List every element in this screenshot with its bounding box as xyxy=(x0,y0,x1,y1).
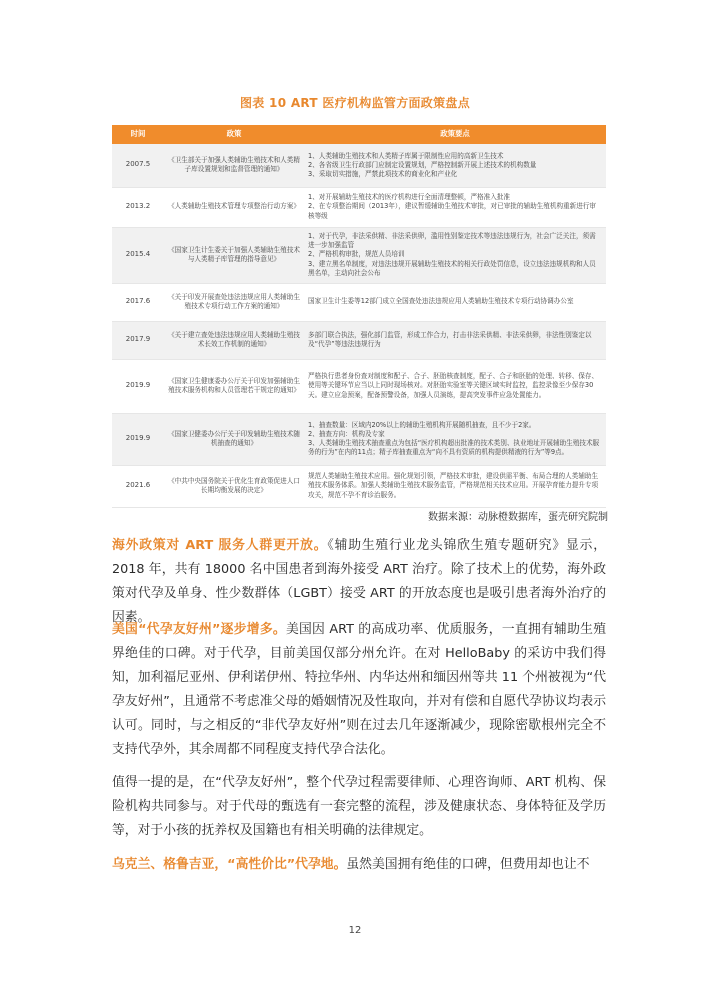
point-line: 严格执行患者身份查对制度和配子、合子、胚胎核查制度，配子、合子和胚胎的处理、转移、保存、使用等关键环节应当以上同时现场核对。对胚胎实验室等关键区域实时监控，监控录像至少保存30天。建立应急预案，配备预警设备，加强人员演练，提高突发事件应急处置能力。 xyxy=(308,372,599,399)
row-points xyxy=(304,321,606,359)
point-line: 2、在专项整治期间（2013年），建议暂缓辅助生殖技术审批，对已审批的辅助生殖机构重新进行审核等级 xyxy=(308,202,597,220)
paragraph-highlight: 美国“代孕友好州”逐步增多。 xyxy=(112,622,286,637)
point-line: 1、对开展辅助生殖技术的医疗机构进行全面清理整顿，严格准入批准 xyxy=(308,193,511,202)
header-policy: 政策 xyxy=(164,125,304,144)
header-points: 政策要点 xyxy=(304,125,606,144)
paragraph xyxy=(112,853,606,877)
table-row xyxy=(112,187,606,227)
point-line: 2、严格机构审批，规范人员培训 xyxy=(308,250,405,259)
row-points xyxy=(304,187,606,227)
row-points xyxy=(304,413,606,465)
table-row xyxy=(112,321,606,359)
point-line: 规范人类辅助生殖技术应用。强化规划引领，严格技术审批，建设供需平衡、布局合理的人类辅助生殖技术服务体系。加强人类辅助生殖技术服务监管，严格规范相关技术应用。开展孕育能力提升专项攻关，规范不孕不育诊治服务。 xyxy=(308,472,599,499)
row-time: 2007.5 xyxy=(112,144,164,187)
paragraph-text: 虽然美国拥有绝佳的口碑，但费用却也让不 xyxy=(346,857,590,872)
table-row xyxy=(112,465,606,507)
row-policy: 《关于印发开展查处违法违规应用人类辅助生殖技术专项行动工作方案的通知》 xyxy=(164,283,304,321)
table-title: 图表 10 ART 医疗机构监管方面政策盘点 xyxy=(239,96,470,110)
row-time: 2017.6 xyxy=(112,283,164,321)
row-policy: 《国家卫生健康委办公厅关于印发加强辅助生殖技术服务机构和人员管理若干规定的通知》 xyxy=(164,359,304,413)
row-policy: 《中共中央国务院关于优化生育政策促进人口长期均衡发展的决定》 xyxy=(164,465,304,507)
row-time: 2017.9 xyxy=(112,321,164,359)
paragraph-text: 值得一提的是，在“代孕友好州”，整个代孕过程需要律师、心理咨询师、ART 机构、保险机构共同参与。对于代母的甄选有一套完整的流程，涉及健康状态、身体特征及学历等，对于小孩的抚养权及国籍也有相关明确的法律规定。 xyxy=(112,775,606,838)
table-row xyxy=(112,413,606,465)
paragraph xyxy=(112,618,606,762)
row-time: 2019.9 xyxy=(112,359,164,413)
table-header-row xyxy=(112,125,606,144)
paragraph-text: 美国因 ART 的高成功率、优质服务，一直拥有辅助生殖界绝佳的口碑。对于代孕，目前美国仅部分州允许。在对 HelloBaby 的采访中我们得知，加利福尼亚州、伊利诺伊州、特拉华州、内华达州和缅因州等共 11 个州被视为“代孕友好州”，且通常不考虑准父母的婚姻情况及性取向，并对有偿和自愿代孕协议均表示认可。同时，与之相反的“非代孕友好州”则在过去几年逐渐减少，现除密歇根州完全不支持代孕外，其余周都不同程度支持代孕合法化。 xyxy=(112,622,606,757)
paragraph xyxy=(112,534,606,630)
data-source: 数据来源：动脉橙数据库，蛋壳研究院制 xyxy=(428,512,608,523)
table-row xyxy=(112,359,606,413)
row-policy: 《卫生部关于加强人类辅助生殖技术和人类精子库设置规划和监督管理的通知》 xyxy=(164,144,304,187)
point-line: 1、抽查数量：区域内20%以上的辅助生殖机构开展随机抽查，且不少于2家。 xyxy=(308,420,536,429)
page-number: 12 xyxy=(348,925,362,936)
table-row xyxy=(112,283,606,321)
point-line: 3、采取切实措施，严禁此项技术的商业化和产业化 xyxy=(308,169,458,178)
row-points xyxy=(304,465,606,507)
paragraph-highlight: 海外政策对 ART 服务人群更开放。 xyxy=(112,538,328,553)
row-policy: 《国家卫健委办公厅关于印发辅助生殖技术随机抽查的通知》 xyxy=(164,413,304,465)
row-time: 2015.4 xyxy=(112,227,164,283)
point-line: 2、抽查方向：机构及专家 xyxy=(308,429,385,438)
row-policy: 《人类辅助生殖技术管理专项整治行动方案》 xyxy=(164,187,304,227)
point-line: 1、对于代孕，非法采供精、非法采供卵，滥用性别鉴定技术等违法违规行为，社会广泛关注，须需进一步加强监管 xyxy=(308,232,596,250)
paragraph xyxy=(112,771,606,843)
paragraph-highlight: 乌克兰、格鲁吉亚，“高性价比”代孕地。 xyxy=(112,857,347,872)
row-time: 2019.9 xyxy=(112,413,164,465)
table-row xyxy=(112,227,606,283)
row-time: 2021.6 xyxy=(112,465,164,507)
point-line: 1、人类辅助生殖技术和人类精子库属于限制性应用的高新卫生技术 xyxy=(308,151,504,160)
point-line: 多部门联合执法，强化部门监管，形成工作合力，打击非法采供精、非法采供卵，非法性别鉴定以及“代孕”等违法违规行为 xyxy=(308,330,592,348)
row-policy: 《国家卫生计生委关于加强人类辅助生殖技术与人类精子库管理的指导意见》 xyxy=(164,227,304,283)
row-time: 2013.2 xyxy=(112,187,164,227)
point-line: 2、各省级卫生行政部门应制定设置规划，严格控制新开展上述技术的机构数量 xyxy=(308,160,537,169)
row-points xyxy=(304,359,606,413)
point-line: 3、建立黑名单制度，对违法违规开展辅助生殖技术的相关行政处罚信息，设立违法违规机构和人员黑名单，主动向社会公布 xyxy=(308,259,596,277)
policy-table xyxy=(112,125,606,508)
header-time: 时间 xyxy=(112,125,164,144)
row-points xyxy=(304,144,606,187)
table-row xyxy=(112,144,606,187)
point-line: 3、人类辅助生殖技术抽查重点为包括“医疗机构超出批准的技术类别、执业地址开展辅助生殖技术服务的行为”在内的11点；精子库抽查重点为“向不具有资质的机构提供精液的行为”等9点。 xyxy=(308,439,600,457)
row-policy: 《关于建立查处违法违规应用人类辅助生殖技术长效工作机制的通知》 xyxy=(164,321,304,359)
paragraph-text: 《辅助生殖行业龙头锦欣生殖专题研究》显示，2018 年，共有 18000 名中国患者到海外接受 ART 治疗。除了技术上的优势，海外政策对代孕及单身、性少数群体（LGBT）接受 ART 的开放态度也是吸引患者海外治疗的因素。 xyxy=(112,538,606,625)
row-points xyxy=(304,283,606,321)
point-line: 国家卫生计生委等12部门成立全国查处违法违规应用人类辅助生殖技术专项行动协调办公室 xyxy=(308,297,574,306)
row-points xyxy=(304,227,606,283)
